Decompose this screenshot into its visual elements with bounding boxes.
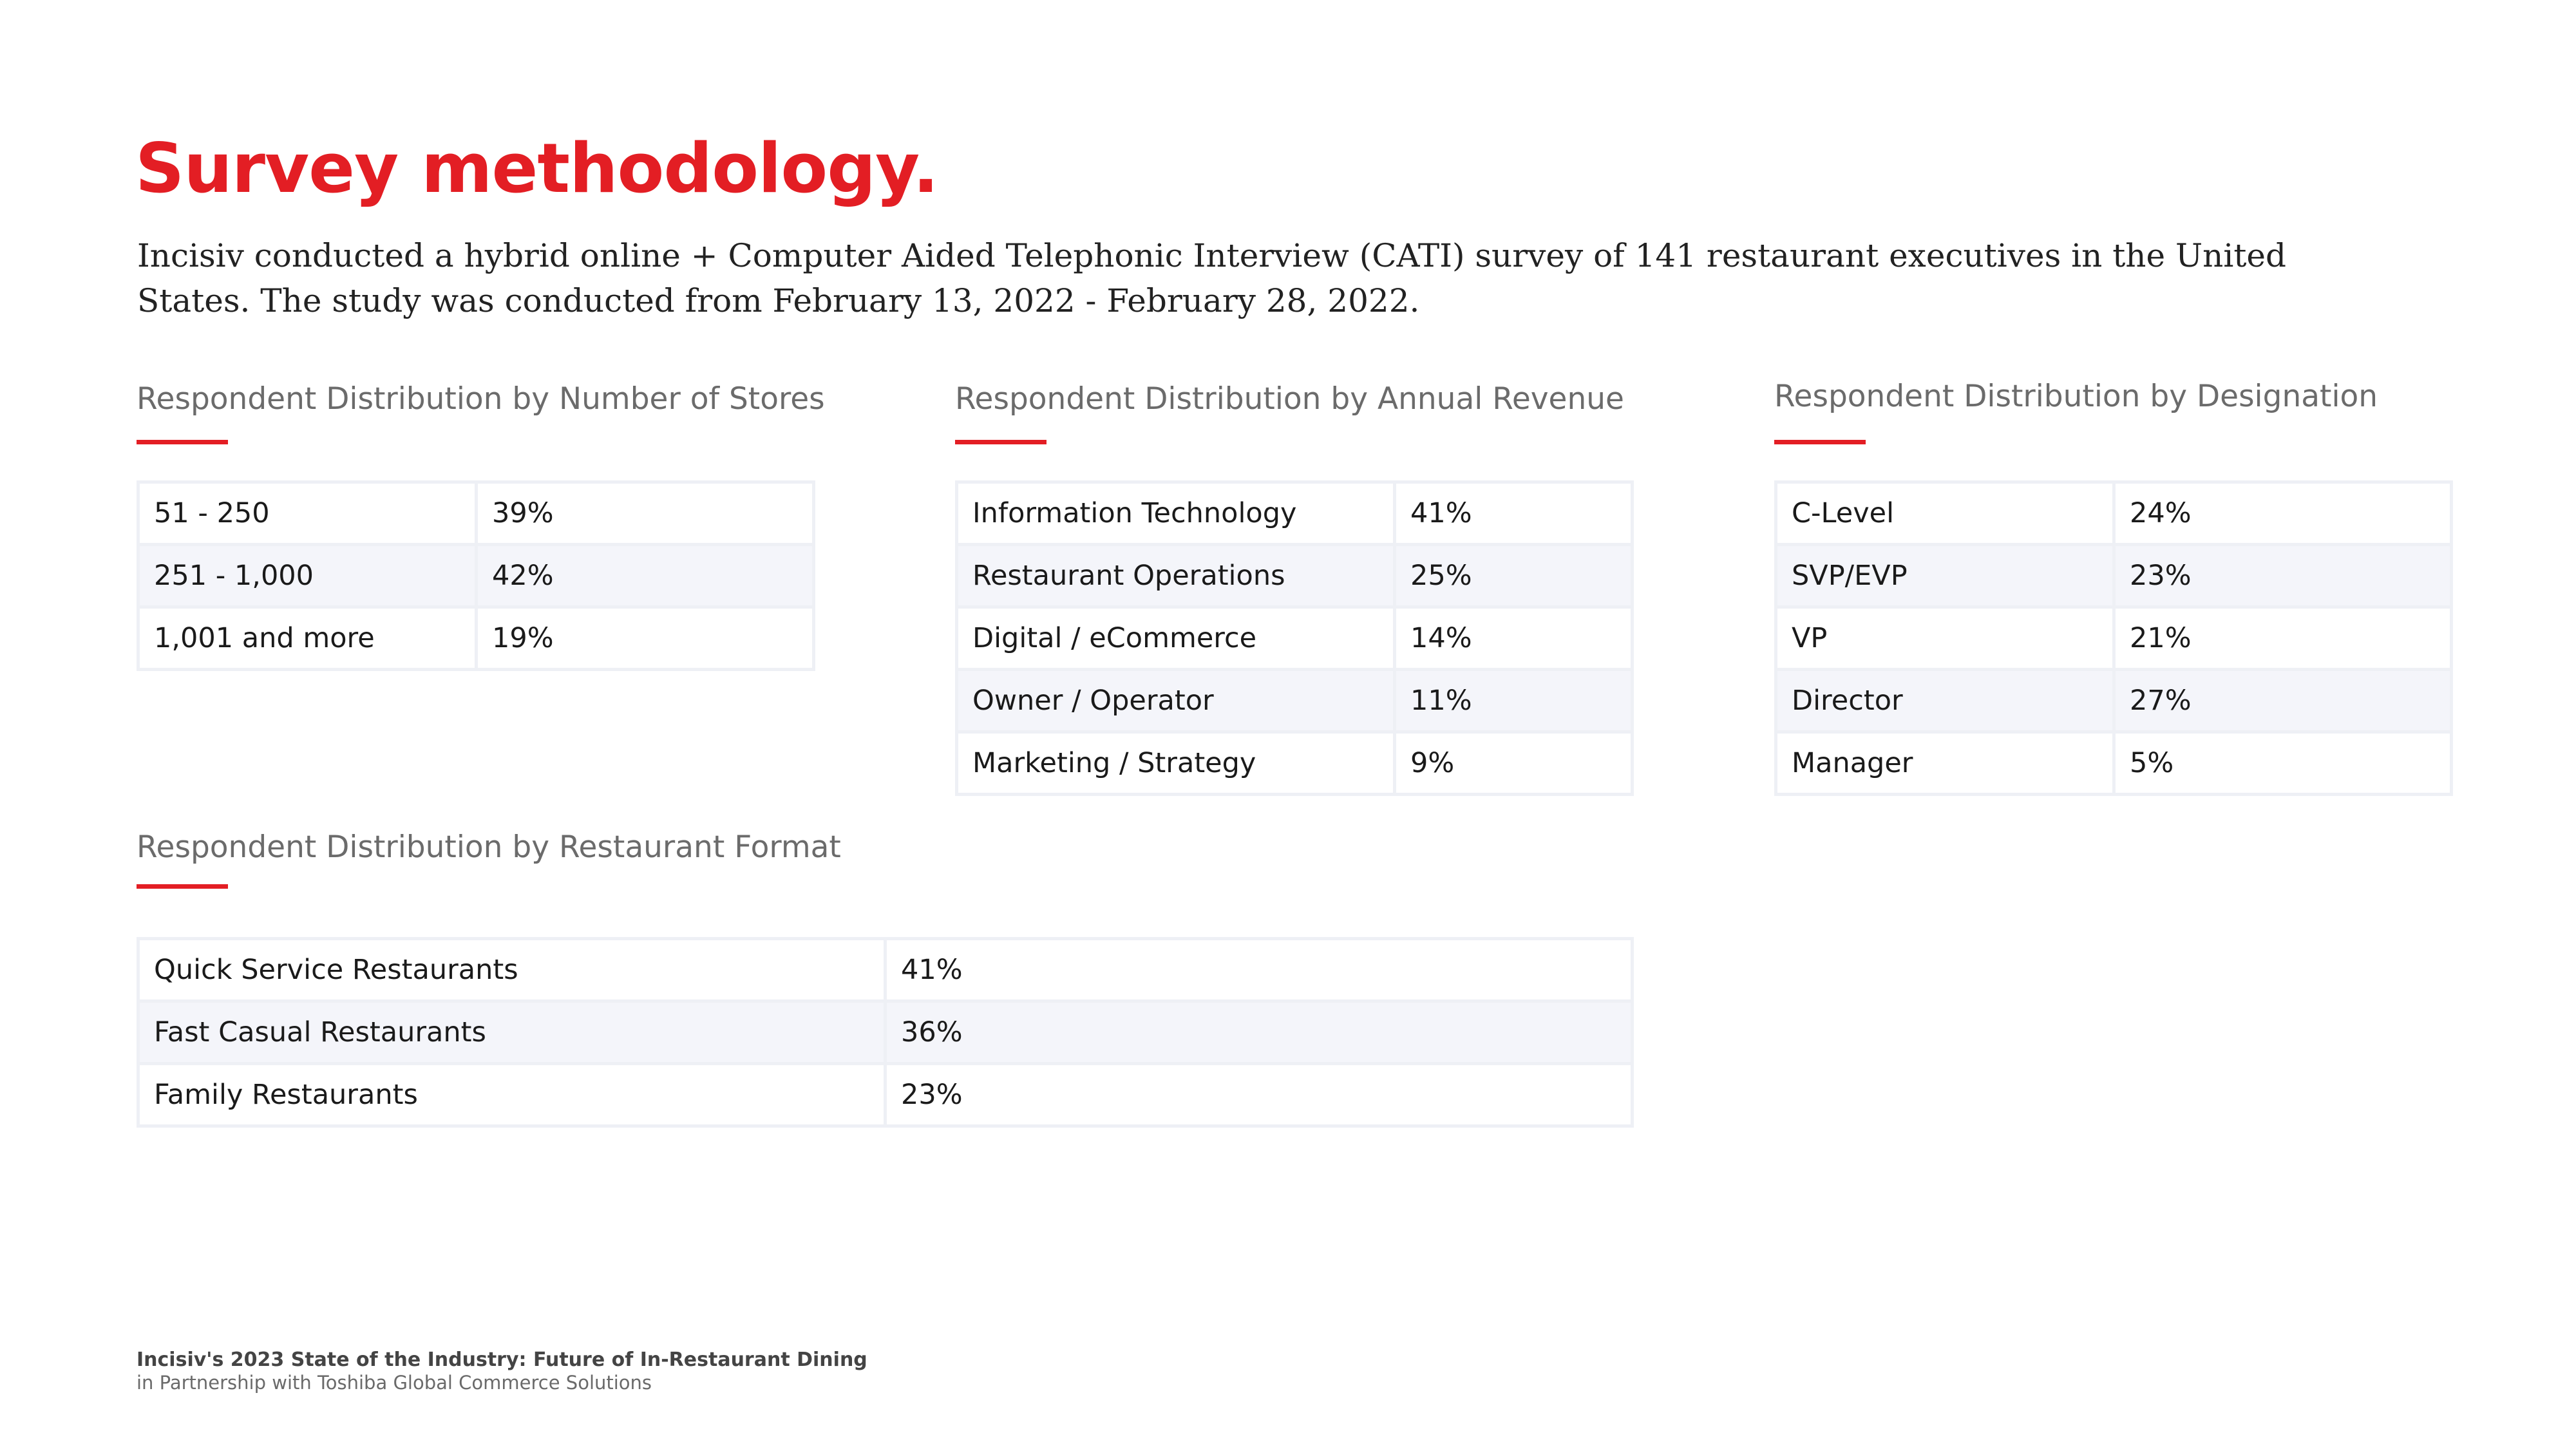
designation-table (1774, 480, 2453, 796)
revenue-section-title: Respondent Distribution by Annual Revenue (955, 381, 1624, 417)
row-label: Quick Service Restaurants (138, 939, 886, 1001)
revenue-table (955, 480, 1634, 796)
table-row (1776, 732, 2452, 795)
table-row (138, 939, 1633, 1001)
row-value: 11% (1395, 670, 1633, 732)
format-section-title: Respondent Distribution by Restaurant Format (137, 829, 841, 865)
table-row (138, 1064, 1633, 1126)
table-row (1776, 670, 2452, 732)
table-row (1776, 545, 2452, 607)
designation-section-header (1774, 379, 2378, 444)
row-value: 14% (1395, 607, 1633, 670)
format-table (137, 937, 1634, 1128)
row-label: C-Level (1776, 482, 2114, 545)
row-value: 42% (477, 545, 814, 607)
table-row (957, 607, 1633, 670)
row-label: Director (1776, 670, 2114, 732)
row-value: 39% (477, 482, 814, 545)
row-value: 23% (2114, 545, 2452, 607)
stores-table (137, 480, 815, 671)
table-row (138, 545, 814, 607)
section-underline (137, 440, 228, 444)
row-label: 51 - 250 (138, 482, 477, 545)
intro-paragraph: Incisiv conducted a hybrid online + Computer Aided Telephonic Interview (CATI) survey of 141 restaurant executives in the United States. The study was conducted from February 13, 2022 - February 28, 2022. (137, 237, 2287, 319)
table-row (957, 482, 1633, 545)
table-row (138, 1001, 1633, 1064)
row-label: Marketing / Strategy (957, 732, 1395, 795)
row-label: VP (1776, 607, 2114, 670)
row-label: 251 - 1,000 (138, 545, 477, 607)
table-row (138, 607, 814, 670)
row-value: 41% (1395, 482, 1633, 545)
row-label: Owner / Operator (957, 670, 1395, 732)
table-row (957, 670, 1633, 732)
table-row (1776, 482, 2452, 545)
designation-section-title: Respondent Distribution by Designation (1774, 379, 2378, 414)
row-label: SVP/EVP (1776, 545, 2114, 607)
row-value: 24% (2114, 482, 2452, 545)
row-value: 5% (2114, 732, 2452, 795)
table-row (957, 545, 1633, 607)
table-row (957, 732, 1633, 795)
row-value: 23% (886, 1064, 1633, 1126)
row-value: 41% (886, 939, 1633, 1001)
stores-section-header (137, 381, 825, 444)
row-value: 21% (2114, 607, 2452, 670)
section-underline (1774, 440, 1866, 444)
row-value: 25% (1395, 545, 1633, 607)
footer-report-title: Incisiv's 2023 State of the Industry: Future of In-Restaurant Dining (137, 1349, 867, 1371)
row-label: Information Technology (957, 482, 1395, 545)
row-value: 19% (477, 607, 814, 670)
row-label: Fast Casual Restaurants (138, 1001, 886, 1064)
row-label: Digital / eCommerce (957, 607, 1395, 670)
section-underline (955, 440, 1046, 444)
revenue-section-header (955, 381, 1624, 444)
section-underline (137, 884, 228, 889)
row-value: 9% (1395, 732, 1633, 795)
table-row (138, 482, 814, 545)
row-label: Restaurant Operations (957, 545, 1395, 607)
row-value: 27% (2114, 670, 2452, 732)
stores-section-title: Respondent Distribution by Number of Stores (137, 381, 825, 417)
table-row (1776, 607, 2452, 670)
row-label: Manager (1776, 732, 2114, 795)
page-title: Survey methodology. (135, 129, 938, 208)
row-label: 1,001 and more (138, 607, 477, 670)
footer-partnership: in Partnership with Toshiba Global Commerce Solutions (137, 1372, 652, 1394)
row-label: Family Restaurants (138, 1064, 886, 1126)
row-value: 36% (886, 1001, 1633, 1064)
format-section-header (137, 829, 841, 889)
